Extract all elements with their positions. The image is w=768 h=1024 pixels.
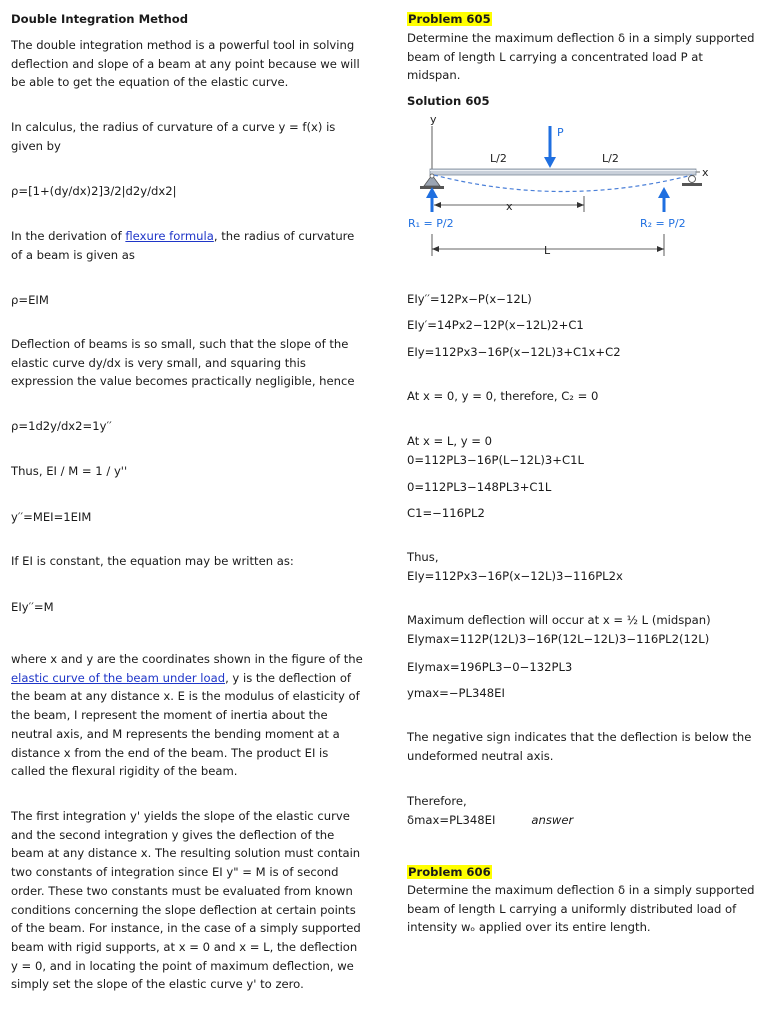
problem-606-heading xyxy=(407,863,757,882)
equation-7: EIy=112Px3−16P(x−12L)3−116PL2x xyxy=(407,569,623,583)
equation-y-double-prime: y′′=MEI=1EIM xyxy=(11,510,92,524)
integration-paragraph: The first integration y' yields the slope of the elastic curve and the second integration y gives the deflection of the beam at any distance x. The resulting solution must contain two constants of integration since EI y" = M is of second order. These two constants must be evaluated from known conditions concerning the slope deflection at certain points of the beam. For instance, in the case of a simply supported beam with rigid supports, at x = 0 and x = L, the deflection y = 0, and in locating the point of maximum deflection, we simply set the slope of the elastic curve y' to zero. xyxy=(11,809,361,992)
equation-radius-curvature: ρ=[1+(dy/dx)2]3/2|d2y/dx2| xyxy=(11,184,177,198)
elastic-curve-link[interactable]: elastic curve of the beam under load xyxy=(11,670,226,685)
final-answer-line xyxy=(407,811,757,830)
reaction-arrow-right xyxy=(658,187,670,212)
equation-rho-ei-m: ρ=EIM xyxy=(11,293,49,307)
equation-3: EIy=112Px3−16P(x−12L)3+C1x+C2 xyxy=(407,345,621,359)
equation-5: 0=112PL3−148PL3+C1L xyxy=(407,480,552,494)
intro-paragraph: The double integration method is a powerful tool in solving deflection and slope of a beam at any point because we will be able to get the equation of the elastic curve. xyxy=(11,38,360,90)
constant-ei-line: If EI is constant, the equation may be written as: xyxy=(11,554,294,568)
l-dimension-label: L xyxy=(544,244,551,257)
boundary-condition-1: At x = 0, y = 0, therefore, C₂ = 0 xyxy=(407,389,599,403)
half-span-right-label: L/2 xyxy=(602,152,619,165)
reaction-r2-label: R₂ = P/2 xyxy=(640,217,686,230)
equation-2: EIy′=14Px2−12P(x−12L)2+C1 xyxy=(407,318,584,332)
load-p-label: P xyxy=(557,126,564,139)
calculus-paragraph: In calculus, the radius of curvature of a curve y = f(x) is given by xyxy=(11,120,336,153)
problem-606-statement: Determine the maximum deflection δ in a simply supported beam of length L carrying a uniformly distributed load of intensity wₒ applied over its entire length. xyxy=(407,883,755,935)
elastic-curve xyxy=(434,175,692,192)
derivation-text-pre: In the derivation of xyxy=(11,229,126,243)
therefore-label: Therefore, xyxy=(407,794,467,808)
solution-605-heading: Solution 605 xyxy=(407,94,490,108)
reaction-r1-label: R₁ = P/2 xyxy=(408,217,454,230)
flexure-formula-link[interactable]: flexure formula xyxy=(125,229,214,243)
page-title: Double Integration Method xyxy=(11,12,189,26)
equation-10: ymax=−PL348EI xyxy=(407,686,505,700)
equation-4: 0=112PL3−16P(L−12L)3+C1L xyxy=(407,453,584,467)
equation-1: EIy′′=12Px−P(x−12L) xyxy=(407,292,532,306)
problem-605-heading xyxy=(407,10,757,29)
where-text-post: , y is the deflection of the beam at any distance x. E is the modulus of elasticity of the beam, I represent the moment of inertia about the neutral axis, and M represents the bending moment at a distance x from the end of the beam. The product EI is called the flexural rigidity of the beam. xyxy=(11,670,360,779)
pin-support-left xyxy=(420,174,444,189)
load-arrow-p xyxy=(544,126,556,168)
max-deflection-text: Maximum deflection will occur at x = ½ L (midspan) xyxy=(407,613,711,627)
equation-11: δmax=PL348EI xyxy=(407,813,496,827)
equation-eiy-m: EIy′′=M xyxy=(11,600,54,614)
beam-body xyxy=(430,169,696,175)
derivation-paragraph xyxy=(11,227,366,264)
problem-605-title: Problem 605 xyxy=(408,12,491,26)
where-text-pre: where x and y are the coordinates shown in the figure of the xyxy=(11,652,363,666)
negative-sign-paragraph: The negative sign indicates that the deflection is below the undeformed neutral axis. xyxy=(407,730,752,763)
derivation-text-post: , the radius of curvature of a beam is given as xyxy=(11,229,355,262)
x-axis-label: x xyxy=(702,166,709,179)
answer-label: answer xyxy=(531,813,574,827)
equation-8: EIymax=112P(12L)3−16P(12L−12L)3−116PL2(12L) xyxy=(407,632,710,646)
thus-line: Thus, EI / M = 1 / y'' xyxy=(11,464,128,478)
equation-9: EIymax=196PL3−0−132PL3 xyxy=(407,660,573,674)
half-span-left-label: L/2 xyxy=(490,152,507,165)
beam-diagram xyxy=(398,112,728,260)
x-dimension-label: x xyxy=(506,200,513,213)
thus-label: Thus, xyxy=(407,550,439,564)
reaction-arrow-left xyxy=(426,187,438,212)
problem-606-title: Problem 606 xyxy=(408,865,491,879)
problem-605-statement: Determine the maximum deflection δ in a simply supported beam of length L carrying a concentrated load P at midspan. xyxy=(407,31,755,83)
equation-rho-reciprocal: ρ=1d2y/dx2=1y′′ xyxy=(11,419,112,433)
where-paragraph xyxy=(11,650,366,781)
deflection-paragraph: Deflection of beams is so small, such that the slope of the elastic curve dy/dx is very small, and squaring this expression the value becomes practically negligible, hence xyxy=(11,337,355,389)
boundary-condition-2: At x = L, y = 0 xyxy=(407,434,493,448)
y-axis-label: y xyxy=(430,113,437,126)
equation-6: C1=−116PL2 xyxy=(407,506,485,520)
